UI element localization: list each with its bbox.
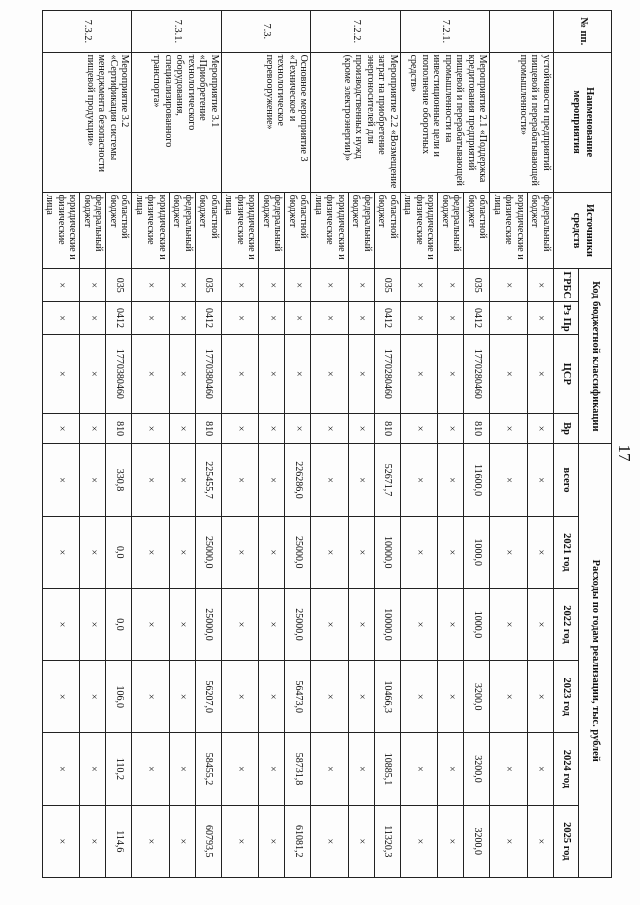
table-body — [43, 11, 554, 878]
vr-cell: 810 — [464, 413, 490, 444]
header-vr: Вр — [554, 413, 579, 444]
rzpr-cell: × — [438, 302, 464, 335]
item-number: 7.2.2. — [311, 11, 401, 53]
year-2024-cell: × — [132, 733, 170, 805]
item-name: Мероприятие 3.2 «Сертификация системы менеджмента безопасности пищевой продукции» — [43, 52, 133, 192]
vr-cell: × — [222, 413, 260, 444]
vr-cell: × — [43, 413, 81, 444]
csr-cell: 1770280460 — [375, 334, 401, 413]
year-2024-cell: × — [438, 733, 464, 805]
csr-cell: × — [490, 334, 528, 413]
total-cell: × — [311, 444, 349, 516]
header-total: всего — [554, 444, 579, 516]
csr-cell: 1770380460 — [196, 334, 222, 413]
csr-cell: × — [132, 334, 170, 413]
year-2025-cell: × — [170, 805, 196, 877]
grbs-cell: × — [311, 269, 349, 302]
vr-cell: × — [259, 413, 285, 444]
year-2021-cell: × — [528, 516, 554, 588]
year-2021-cell: × — [132, 516, 170, 588]
source-cell: юридические и физические лица — [401, 192, 439, 269]
header-grbs: ГРБС — [554, 269, 579, 302]
year-2023-cell: × — [311, 661, 349, 733]
year-2022-cell: × — [311, 588, 349, 660]
grbs-cell: × — [132, 269, 170, 302]
header-year: 2021 год — [554, 516, 579, 588]
rzpr-cell: × — [490, 302, 528, 335]
grbs-cell: × — [285, 269, 311, 302]
item-number: 7.3. — [222, 11, 312, 53]
rzpr-cell: 0412 — [106, 302, 132, 335]
source-cell: областной бюджет — [464, 192, 490, 269]
item-name: Основное мероприятие 3 «Техническое и технологическое перевооружение» — [222, 52, 312, 192]
total-cell: × — [401, 444, 439, 516]
rzpr-cell: 0412 — [464, 302, 490, 335]
year-2025-cell: × — [222, 805, 260, 877]
year-2024-cell: × — [170, 733, 196, 805]
vr-cell: 810 — [106, 413, 132, 444]
year-2023-cell: × — [259, 661, 285, 733]
csr-cell: × — [80, 334, 106, 413]
table-row — [528, 11, 554, 878]
year-2021-cell: × — [170, 516, 196, 588]
csr-cell: × — [259, 334, 285, 413]
item-number: 7.3.1. — [132, 11, 222, 53]
header-source: Источники средств — [554, 192, 612, 269]
page-number: 17 — [615, 444, 634, 462]
source-cell: федеральный бюджет — [170, 192, 196, 269]
year-2023-cell: × — [170, 661, 196, 733]
rzpr-cell: × — [349, 302, 375, 335]
year-2025-cell: × — [259, 805, 285, 877]
year-2024-cell: × — [80, 733, 106, 805]
grbs-cell: × — [438, 269, 464, 302]
vr-cell: 810 — [375, 413, 401, 444]
year-2023-cell: 56207,0 — [196, 661, 222, 733]
item-number: 7.3.2. — [43, 11, 133, 53]
year-2025-cell: × — [311, 805, 349, 877]
rzpr-cell: × — [222, 302, 260, 335]
source-cell: федеральный бюджет — [528, 192, 554, 269]
year-2025-cell: × — [401, 805, 439, 877]
year-2023-cell: × — [80, 661, 106, 733]
year-2024-cell: × — [349, 733, 375, 805]
rzpr-cell: 0412 — [375, 302, 401, 335]
year-2024-cell: × — [528, 733, 554, 805]
year-2025-cell: 11320,3 — [375, 805, 401, 877]
year-2025-cell: × — [349, 805, 375, 877]
grbs-cell: × — [401, 269, 439, 302]
vr-cell: × — [80, 413, 106, 444]
year-2021-cell: 1000,0 — [464, 516, 490, 588]
header-budget-code: Код бюджетной классификации — [579, 269, 612, 444]
year-2025-cell: × — [490, 805, 528, 877]
vr-cell: × — [285, 413, 311, 444]
csr-cell: × — [349, 334, 375, 413]
item-name: Мероприятие 2.1 «Поддержка кредитования предприятий пищевой и перерабатывающей промышленности на инвестиционные цели и пополнение оборотных средств» — [401, 52, 491, 192]
year-2021-cell: × — [401, 516, 439, 588]
item-number: 7.2.1. — [401, 11, 491, 53]
year-2022-cell: 25000,0 — [285, 588, 311, 660]
grbs-cell: × — [259, 269, 285, 302]
header-year: 2023 год — [554, 661, 579, 733]
header-year: 2024 год — [554, 733, 579, 805]
header-rzpr: Рз Пр — [554, 302, 579, 335]
source-cell: областной бюджет — [375, 192, 401, 269]
item-name: Мероприятие 2.2 «Возмещение затрат на приобретение энергоносителей для производственных нужд (кроме электроэнергии)» — [311, 52, 401, 192]
year-2023-cell: × — [438, 661, 464, 733]
year-2024-cell: × — [401, 733, 439, 805]
year-2023-cell: × — [349, 661, 375, 733]
header-csr: ЦСР — [554, 334, 579, 413]
csr-cell: × — [222, 334, 260, 413]
vr-cell: × — [349, 413, 375, 444]
csr-cell: 1770280460 — [464, 334, 490, 413]
total-cell: 225455,7 — [196, 444, 222, 516]
total-cell: 330,8 — [106, 444, 132, 516]
year-2025-cell: × — [43, 805, 81, 877]
source-cell: областной бюджет — [285, 192, 311, 269]
year-2021-cell: × — [311, 516, 349, 588]
item-name: устойчивости предприятий пищевой и перерабатывающей промышленности» — [490, 52, 554, 192]
grbs-cell: 035 — [464, 269, 490, 302]
csr-cell: × — [438, 334, 464, 413]
vr-cell: × — [490, 413, 528, 444]
year-2025-cell: 61081,2 — [285, 805, 311, 877]
year-2024-cell: 58455,2 — [196, 733, 222, 805]
total-cell: × — [490, 444, 528, 516]
grbs-cell: 035 — [106, 269, 132, 302]
year-2022-cell: × — [132, 588, 170, 660]
source-cell: юридические и физические лица — [43, 192, 81, 269]
year-2023-cell: × — [528, 661, 554, 733]
year-2023-cell: × — [43, 661, 81, 733]
year-2021-cell: 10000,0 — [375, 516, 401, 588]
table-row — [464, 11, 490, 878]
csr-cell: 1770380460 — [106, 334, 132, 413]
total-cell: × — [222, 444, 260, 516]
source-cell: юридические и физические лица — [132, 192, 170, 269]
year-2024-cell: 58731,8 — [285, 733, 311, 805]
vr-cell: × — [311, 413, 349, 444]
year-2025-cell: × — [80, 805, 106, 877]
year-2022-cell: × — [80, 588, 106, 660]
rzpr-cell: × — [170, 302, 196, 335]
header-name: Наименование мероприятия — [554, 52, 612, 192]
year-2021-cell: 25000,0 — [285, 516, 311, 588]
year-2022-cell: 1000,0 — [464, 588, 490, 660]
year-2023-cell: 3200,0 — [464, 661, 490, 733]
year-2025-cell: × — [438, 805, 464, 877]
total-cell: × — [170, 444, 196, 516]
rzpr-cell: × — [259, 302, 285, 335]
total-cell: × — [349, 444, 375, 516]
header-expenses: Расходы по годам реализации, тыс. рублей — [579, 444, 612, 878]
year-2024-cell: × — [311, 733, 349, 805]
year-2024-cell: 110,2 — [106, 733, 132, 805]
source-cell: федеральный бюджет — [349, 192, 375, 269]
grbs-cell: × — [43, 269, 81, 302]
vr-cell: × — [132, 413, 170, 444]
year-2021-cell: × — [349, 516, 375, 588]
rzpr-cell: 0412 — [196, 302, 222, 335]
vr-cell: × — [401, 413, 439, 444]
year-2021-cell: 25000,0 — [196, 516, 222, 588]
year-2022-cell: × — [490, 588, 528, 660]
year-2021-cell: × — [222, 516, 260, 588]
year-2021-cell: × — [490, 516, 528, 588]
csr-cell: × — [311, 334, 349, 413]
year-2024-cell: × — [259, 733, 285, 805]
rzpr-cell: × — [43, 302, 81, 335]
year-2022-cell: × — [43, 588, 81, 660]
year-2025-cell: × — [132, 805, 170, 877]
vr-cell: × — [438, 413, 464, 444]
item-number — [490, 11, 554, 53]
source-cell: юридические и физические лица — [222, 192, 260, 269]
total-cell: × — [259, 444, 285, 516]
csr-cell: × — [285, 334, 311, 413]
year-2024-cell: × — [43, 733, 81, 805]
year-2022-cell: 10000,0 — [375, 588, 401, 660]
year-2022-cell: 0,0 — [106, 588, 132, 660]
year-2021-cell: × — [259, 516, 285, 588]
table-row — [196, 11, 222, 878]
rzpr-cell: × — [132, 302, 170, 335]
header-year: 2025 год — [554, 805, 579, 877]
total-cell: × — [43, 444, 81, 516]
source-cell: федеральный бюджет — [259, 192, 285, 269]
year-2022-cell: × — [401, 588, 439, 660]
source-cell: федеральный бюджет — [438, 192, 464, 269]
total-cell: 11600,0 — [464, 444, 490, 516]
rzpr-cell: × — [401, 302, 439, 335]
year-2022-cell: × — [170, 588, 196, 660]
total-cell: × — [80, 444, 106, 516]
vr-cell: 810 — [196, 413, 222, 444]
year-2021-cell: × — [438, 516, 464, 588]
grbs-cell: × — [222, 269, 260, 302]
year-2025-cell: 60793,5 — [196, 805, 222, 877]
grbs-cell: × — [349, 269, 375, 302]
total-cell: × — [528, 444, 554, 516]
csr-cell: × — [170, 334, 196, 413]
vr-cell: × — [528, 413, 554, 444]
source-cell: областной бюджет — [196, 192, 222, 269]
source-cell: юридические и физические лица — [490, 192, 528, 269]
csr-cell: × — [401, 334, 439, 413]
rzpr-cell: × — [311, 302, 349, 335]
year-2023-cell: 56473,0 — [285, 661, 311, 733]
total-cell: × — [132, 444, 170, 516]
csr-cell: × — [528, 334, 554, 413]
header-no: № пп. — [554, 11, 612, 53]
rzpr-cell: × — [80, 302, 106, 335]
year-2022-cell: × — [528, 588, 554, 660]
year-2022-cell: × — [438, 588, 464, 660]
year-2025-cell: 114,6 — [106, 805, 132, 877]
year-2024-cell: 10885,1 — [375, 733, 401, 805]
grbs-cell: × — [528, 269, 554, 302]
total-cell: 52671,7 — [375, 444, 401, 516]
grbs-cell: × — [490, 269, 528, 302]
year-2023-cell: × — [401, 661, 439, 733]
year-2024-cell: × — [222, 733, 260, 805]
grbs-cell: 035 — [375, 269, 401, 302]
table-row — [375, 11, 401, 878]
year-2021-cell: × — [43, 516, 81, 588]
source-cell: областной бюджет — [106, 192, 132, 269]
year-2022-cell: × — [349, 588, 375, 660]
year-2023-cell: × — [222, 661, 260, 733]
grbs-cell: 035 — [196, 269, 222, 302]
year-2023-cell: × — [490, 661, 528, 733]
year-2023-cell: 10466,3 — [375, 661, 401, 733]
grbs-cell: × — [80, 269, 106, 302]
rzpr-cell: × — [528, 302, 554, 335]
year-2021-cell: × — [80, 516, 106, 588]
table-row — [106, 11, 132, 878]
item-name: Мероприятие 3.1 «Приобретение технологического оборудования, специализированного транспорта» — [132, 52, 222, 192]
year-2025-cell: 3200,0 — [464, 805, 490, 877]
rzpr-cell: × — [285, 302, 311, 335]
total-cell: 226286,0 — [285, 444, 311, 516]
year-2022-cell: × — [222, 588, 260, 660]
year-2022-cell: × — [259, 588, 285, 660]
year-2021-cell: 0,0 — [106, 516, 132, 588]
source-cell: юридические и физические лица — [311, 192, 349, 269]
vr-cell: × — [170, 413, 196, 444]
total-cell: × — [438, 444, 464, 516]
table-row — [285, 11, 311, 878]
year-2024-cell: × — [490, 733, 528, 805]
csr-cell: × — [43, 334, 81, 413]
budget-table — [42, 10, 612, 878]
grbs-cell: × — [170, 269, 196, 302]
source-cell: федеральный бюджет — [80, 192, 106, 269]
year-2023-cell: × — [132, 661, 170, 733]
year-2022-cell: 25000,0 — [196, 588, 222, 660]
header-year: 2022 год — [554, 588, 579, 660]
year-2024-cell: 3200,0 — [464, 733, 490, 805]
year-2023-cell: 106,0 — [106, 661, 132, 733]
year-2025-cell: × — [528, 805, 554, 877]
